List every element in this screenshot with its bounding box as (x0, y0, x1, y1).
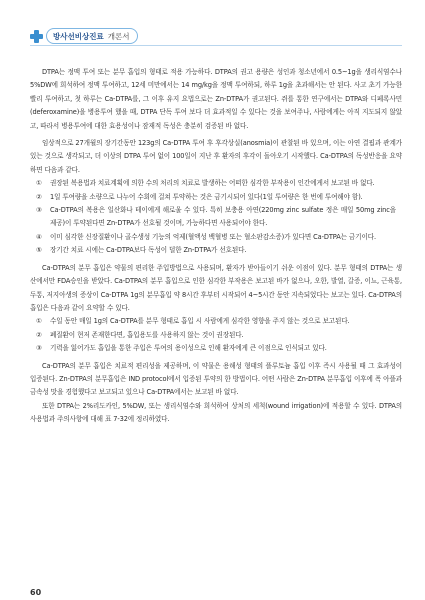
list-item (30, 191, 402, 204)
book-subtitle: 개론서 (107, 31, 130, 41)
toxicity-list (30, 177, 402, 257)
list-item-text: 이미 심각한 신장질환이나 골수생성 기능의 억제(혈액성 백혈병 또는 혈소판감소증)가 있다면 Ca-DTPA는 금기이다. (50, 232, 376, 241)
list-item (30, 342, 402, 355)
paragraph-wound-irrigation: 또한 DTPA는 2%리도카인, 5%DW, 또는 생리식염수와 희석하여 상처의 세척(wound irrigation)에 적용할 수 있다. DTPA의 사용법과 주의사항에 대해 표 7-32에 정리하였다. (30, 401, 402, 424)
header-label (46, 28, 138, 44)
list-item (30, 244, 402, 257)
list-item (30, 231, 402, 244)
list-item-text: 1일 투여량을 소량으로 나누어 수회에 걸쳐 투약하는 것은 금기시되어 있다(1일 투여량은 한 번에 투여해야 함). (50, 192, 363, 201)
list-item-number: ① (36, 179, 42, 188)
list-item-number: ③ (36, 344, 42, 353)
list-item-number: ③ (36, 206, 42, 215)
list-item-text: 기력을 잃어가도 흡입을 통한 주입은 투여의 용이성으로 인해 환자에게 큰 이점으로 인식되고 있다. (50, 344, 327, 353)
paragraph-dtpa-dosage: DTPA는 정맥 투여 또는 분무 흡입의 형태로 적용 가능하다. DTPA의 권고 용량은 성인과 청소년에서 0.5~1g을 생리식염수나 5%DW에 희석하여 정맥 투여하고, 12세 미만에서는 14 mg/kg을 정맥 투여하되, 하루 1g을 초과해서는 안 된다. 사고 초기 가능한 빨리 투여하고, 첫 하루는 Ca-DTPA를, 그 이후 유지 요법으로는 Zn-DTPA가 권고된다. 쥐를 통한 연구에서는 DTPA와 디페록사민(deferoxamine)을 병용투여 했을 때, DTPA 단독 투여 보다 더 효과적일 수 있다는 것을 보여주나, 사람에게는 아직 지도되지 않았고, 따라서 병용투여에 대한 효용성이나 잠재적 독성은 충분히 검증된 바 없다. (30, 68, 402, 130)
list-item-number: ⑤ (36, 246, 42, 255)
chapter-header (30, 28, 138, 44)
paragraph-ca-dtpa-toxicity: 임상적으로 27개월의 장기간동안 123g의 Ca-DTPA 투여 후 후각상실(anosmia)이 관찰된 바 있으며, 이는 아연 결핍과 관계가 있는 것으로 생각되고, 더 이상의 DTPA 투여 없이 100일이 지난 후 환자의 후각이 돌아오기 시작했다. Ca-DTPA의 독성반응을 요약하면 다음과 같다. (30, 139, 402, 174)
list-item-number: ② (36, 330, 42, 339)
header-divider (30, 45, 402, 46)
book-title: 방사선비상진료 (53, 31, 104, 41)
inhalation-list (30, 315, 402, 355)
list-item-number: ② (36, 192, 42, 201)
list-item-text: 수일 동안 매일 1g의 Ca-DTPA를 분무 형태로 흡입 시 사람에게 심각한 영향을 주지 않는 것으로 보고된다. (50, 317, 350, 326)
list-item-text: 폐질환이 현저 존재한다면, 흡입용도를 사용하지 않는 것이 권장된다. (50, 330, 244, 339)
list-item (30, 204, 402, 231)
medical-cross-icon (30, 30, 43, 43)
list-item (30, 329, 402, 342)
paragraph-nebulized-dtpa: Ca-DTPA의 분무 흡입은 약물의 편리한 주입방법으로 사용되며, 환자가 받아들이기 쉬운 이점이 있다. 분무 형태의 DTPA는 생산에서만 FDA승인을 받았다. Ca-DTPA의 분무 흡입으로 인한 심각한 부작용은 보고된 바가 없으나, 오한, 발열, 갈증, 이뇨, 근육통, 두통, 저지아생의 증상이 Ca-DTPA 1g의 분무흡입 약 8시간 후부터 시작되어 4~5시간 동안 지속되었다는 보고는 있다. Ca-DTPA의 흡입은 다음과 같이 요약할 수 있다. (30, 263, 402, 312)
list-item-number: ④ (36, 232, 42, 241)
list-item-text: Ca-DTPA의 복용은 일산화나 테이에게 해로울 수 있다. 특히 보충용 아연(220mg zinc sulfate 정은 매일 50mg zinc을 제공)이 투약된다면 Zn-DTPA가 선호될 것이며, 가능하다면 사용되어야 한다. (50, 206, 396, 228)
list-item-number: ① (36, 317, 42, 326)
list-item-text: 권장된 복용법과 치료계획에 의한 수의 처리의 치료로 발생하는 어떠한 심각한 부작용이 인간에게서 보고된 바 없다. (50, 179, 375, 188)
page-number: 60 (30, 588, 42, 597)
list-item (30, 315, 402, 328)
list-item (30, 177, 402, 190)
page-body (30, 66, 402, 427)
list-item-text: 장기간 치료 시에는 Ca-DTPA보다 독성이 덜한 Zn-DTPA가 선호된다. (50, 246, 247, 255)
paragraph-inhalation-efficacy: Ca-DTPA의 분무 흡입은 치료적 편리성을 제공하며, 이 약물은 용해성 형태의 플루토늄 흡입 이후 즉시 사용될 때 그 효과성이 입증된다. Zn-DTPA의 분무흡입은 IND protocol에서 입증된 투약의 한 방법이다. 어떤 사람은 Zn-DTPA 분무흡입 이후에 폭 아플과 금속성 맛을 경험했다고 보고되고 있으나 Ca-DTPA에서는 보고된 바 없다. (30, 361, 402, 397)
